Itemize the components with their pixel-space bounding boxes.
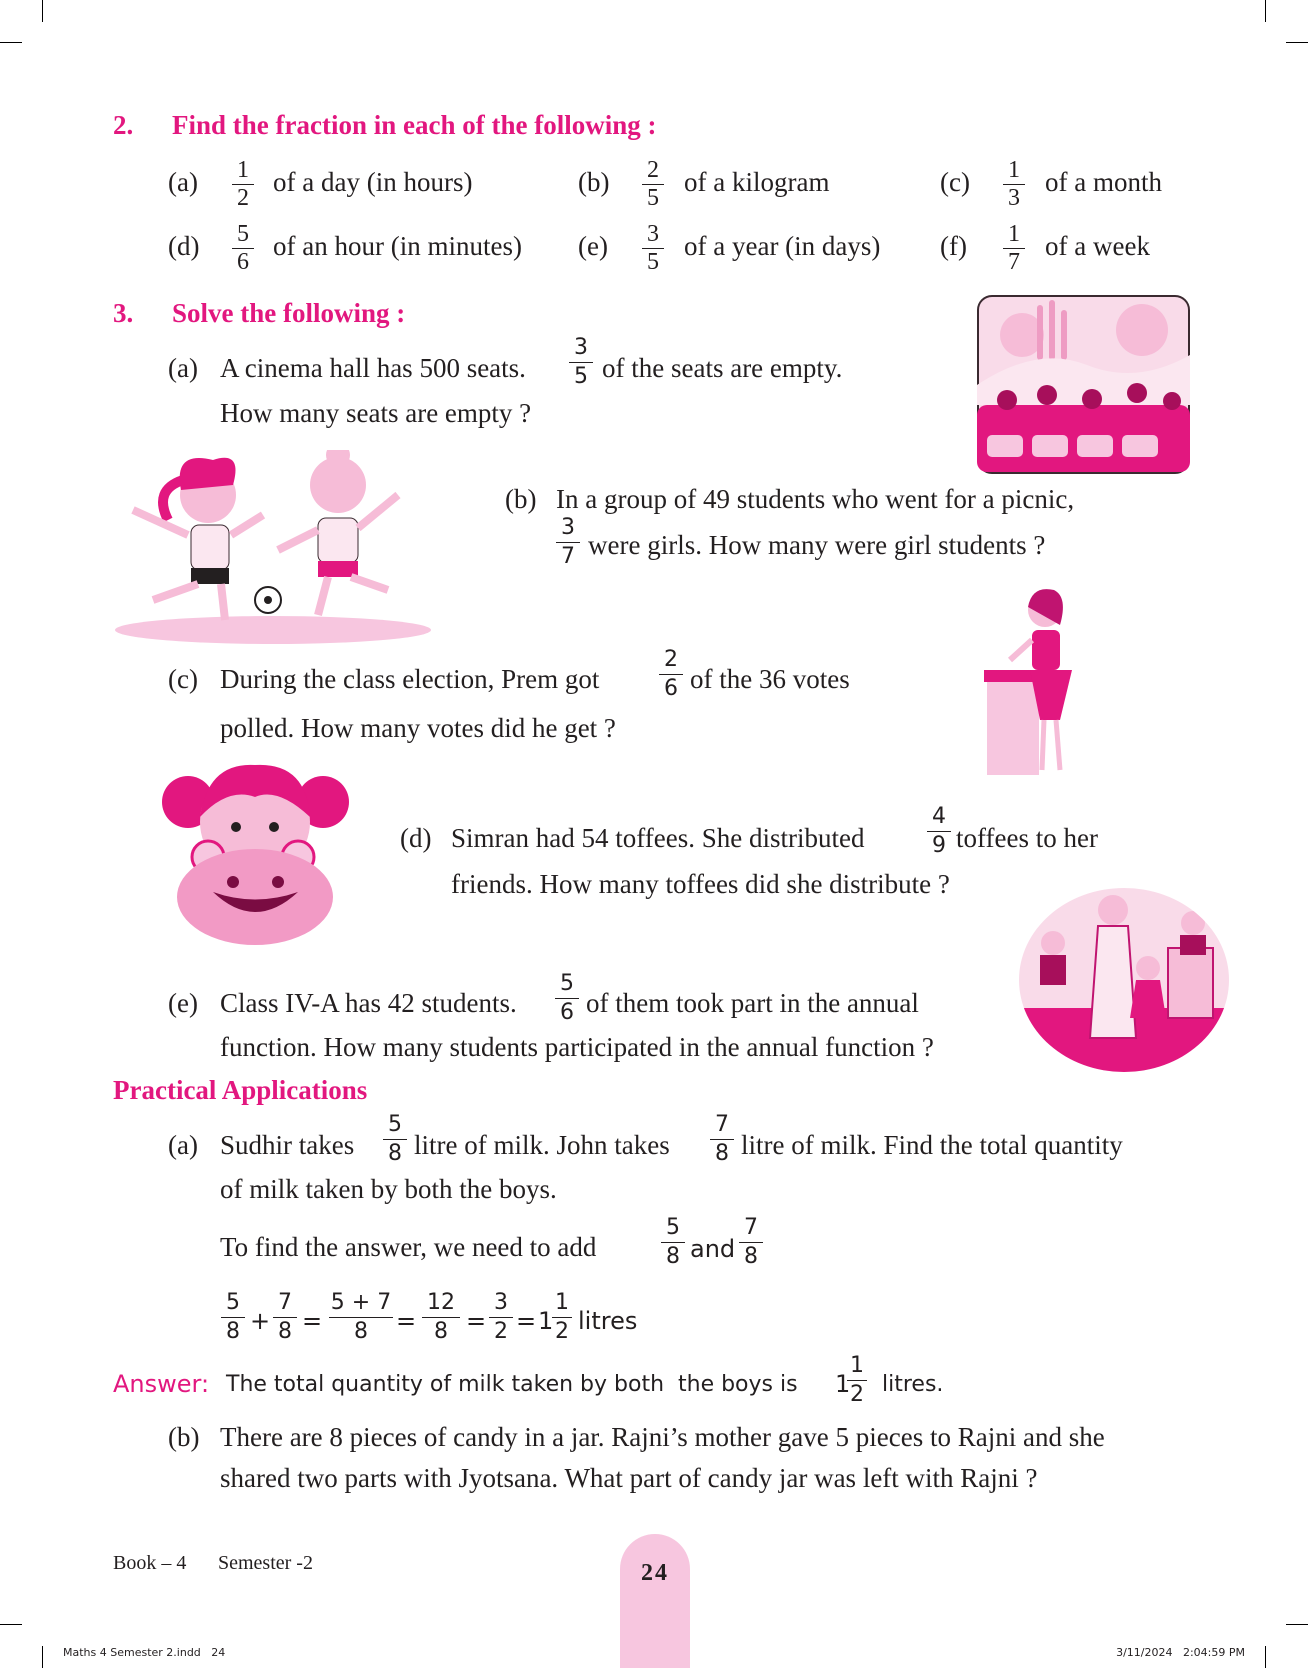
practical-b-text: shared two parts with Jyotsana. What part of candy jar was left with Rajni ? bbox=[220, 1463, 1038, 1493]
equation-term: 12 8 bbox=[419, 1291, 463, 1344]
q3d-text: Simran had 54 toffees. She distributed bbox=[451, 823, 865, 853]
equation-operator: = bbox=[396, 1307, 417, 1335]
q2-item-text: of an hour (in minutes) bbox=[273, 231, 522, 261]
practical-a-fraction: 7 8 bbox=[707, 1113, 737, 1166]
q2-item-fraction: 2 5 bbox=[638, 158, 668, 211]
practical-b-text: There are 8 pieces of candy in a jar. Rajni’s mother gave 5 pieces to Rajni and she bbox=[220, 1422, 1105, 1452]
answer-fraction: 1 2 bbox=[844, 1354, 870, 1407]
practical-a-text: Sudhir takes bbox=[220, 1130, 355, 1160]
practical-title: Practical Applications bbox=[113, 1075, 368, 1105]
girls-playing-illustration bbox=[113, 450, 433, 645]
q2-item-fraction: 1 3 bbox=[999, 158, 1029, 211]
crop-mark bbox=[1286, 1624, 1308, 1625]
crop-mark bbox=[1265, 1646, 1266, 1668]
q2-item-text: of a month bbox=[1045, 167, 1162, 197]
crop-mark bbox=[42, 1646, 43, 1668]
practical-a-fraction: 5 8 bbox=[380, 1113, 410, 1166]
q2-item-text: of a week bbox=[1045, 231, 1150, 261]
crop-mark bbox=[0, 42, 22, 43]
practical-a-find-text: To find the answer, we need to add bbox=[220, 1232, 597, 1262]
q2-item-fraction: 1 7 bbox=[999, 222, 1029, 275]
q3c-text: polled. How many votes did he get ? bbox=[220, 713, 616, 743]
voting-girl-illustration bbox=[982, 585, 1087, 780]
q2-item-label: (c) bbox=[940, 167, 970, 197]
practical-b-label: (b) bbox=[168, 1422, 200, 1452]
footer-file: Maths 4 Semester 2.indd 24 bbox=[63, 1646, 226, 1659]
cinema-hall-illustration bbox=[977, 295, 1190, 474]
practical-a-text: litre of milk. John takes bbox=[414, 1130, 670, 1160]
equation-term: 3 2 bbox=[486, 1291, 516, 1344]
q3-title: Solve the following : bbox=[172, 298, 406, 328]
crop-mark bbox=[1265, 0, 1266, 22]
answer-label: Answer: bbox=[113, 1370, 210, 1398]
q2-item-label: (b) bbox=[578, 167, 610, 197]
q3a-label: (a) bbox=[168, 353, 198, 383]
q3a-text: A cinema hall has 500 seats. bbox=[220, 353, 526, 383]
q3e-fraction: 5 6 bbox=[552, 972, 582, 1025]
q3b-text: were girls. How many were girl students ? bbox=[588, 530, 1046, 560]
crop-mark bbox=[42, 0, 43, 22]
answer-text: The total quantity of milk taken by both the boys is bbox=[226, 1372, 798, 1397]
equation-operator: + bbox=[250, 1307, 271, 1335]
q3a-text: How many seats are empty ? bbox=[220, 398, 532, 428]
q2-item-label: (d) bbox=[168, 231, 200, 261]
q2-item-text: of a day (in hours) bbox=[273, 167, 473, 197]
equation-operator: = bbox=[466, 1307, 487, 1335]
practical-a-and: and bbox=[690, 1235, 736, 1263]
practical-a-text: of milk taken by both the boys. bbox=[220, 1174, 557, 1204]
q3a-fraction: 3 5 bbox=[566, 336, 596, 389]
q2-title: Find the fraction in each of the following : bbox=[172, 110, 657, 140]
q2-item-label: (e) bbox=[578, 231, 608, 261]
footer-semester: Semester -2 bbox=[218, 1552, 313, 1574]
equation-term: 5 + 7 8 bbox=[330, 1290, 392, 1344]
q3c-label: (c) bbox=[168, 664, 198, 694]
q3b-fraction: 3 7 bbox=[553, 516, 583, 569]
practical-a-find-fraction: 5 8 bbox=[658, 1216, 688, 1269]
answer-unit: litres. bbox=[882, 1372, 944, 1397]
q2-item-text: of a kilogram bbox=[684, 167, 830, 197]
q2-item-fraction: 1 2 bbox=[228, 158, 258, 211]
annual-function-illustration bbox=[1018, 888, 1230, 1073]
q2-item-fraction: 5 6 bbox=[228, 222, 258, 275]
q2-item-fraction: 3 5 bbox=[638, 222, 668, 275]
crop-mark bbox=[1286, 42, 1308, 43]
page-number: 24 bbox=[641, 1560, 669, 1586]
q2-item-label: (f) bbox=[940, 231, 967, 261]
q3d-fraction: 4 9 bbox=[924, 805, 954, 858]
equation-term: 1 2 bbox=[549, 1291, 575, 1344]
q3a-text: of the seats are empty. bbox=[602, 353, 843, 383]
q3e-label: (e) bbox=[168, 988, 198, 1018]
equation-operator: = bbox=[516, 1307, 537, 1335]
q3e-text: Class IV-A has 42 students. bbox=[220, 988, 517, 1018]
q3e-text: of them took part in the annual bbox=[586, 988, 919, 1018]
equation-term: 5 8 bbox=[218, 1291, 248, 1344]
equation-whole: 1 bbox=[538, 1307, 554, 1335]
q3d-text: friends. How many toffees did she distribute ? bbox=[451, 869, 950, 899]
q3d-label: (d) bbox=[400, 823, 432, 853]
practical-a-text: litre of milk. Find the total quantity bbox=[741, 1130, 1123, 1160]
q3e-text: function. How many students participated in the annual function ? bbox=[220, 1032, 934, 1062]
footer-book: Book – 4 bbox=[113, 1552, 187, 1574]
practical-a-find-fraction: 7 8 bbox=[736, 1216, 766, 1269]
q2-item-text: of a year (in days) bbox=[684, 231, 881, 261]
practical-a-label: (a) bbox=[168, 1130, 198, 1160]
q3c-text: During the class election, Prem got bbox=[220, 664, 600, 694]
q3b-label: (b) bbox=[505, 484, 537, 514]
answer-whole: 1 bbox=[835, 1370, 851, 1398]
crop-mark bbox=[0, 1624, 22, 1625]
q3c-text: of the 36 votes bbox=[690, 664, 850, 694]
q2-item-label: (a) bbox=[168, 167, 198, 197]
q3c-fraction: 2 6 bbox=[656, 648, 686, 701]
q3d-text: toffees to her bbox=[956, 823, 1098, 853]
page-number-tab bbox=[620, 1534, 690, 1668]
q3b-text: In a group of 49 students who went for a picnic, bbox=[556, 484, 1075, 514]
equation-unit: litres bbox=[578, 1307, 638, 1335]
q3-number: 3. bbox=[113, 298, 134, 328]
toffee-girl-illustration bbox=[158, 757, 350, 947]
footer-timestamp: 3/11/2024 2:04:59 PM bbox=[1116, 1646, 1245, 1659]
equation-operator: = bbox=[302, 1307, 323, 1335]
equation-term: 7 8 bbox=[270, 1291, 300, 1344]
q2-number: 2. bbox=[113, 110, 134, 140]
